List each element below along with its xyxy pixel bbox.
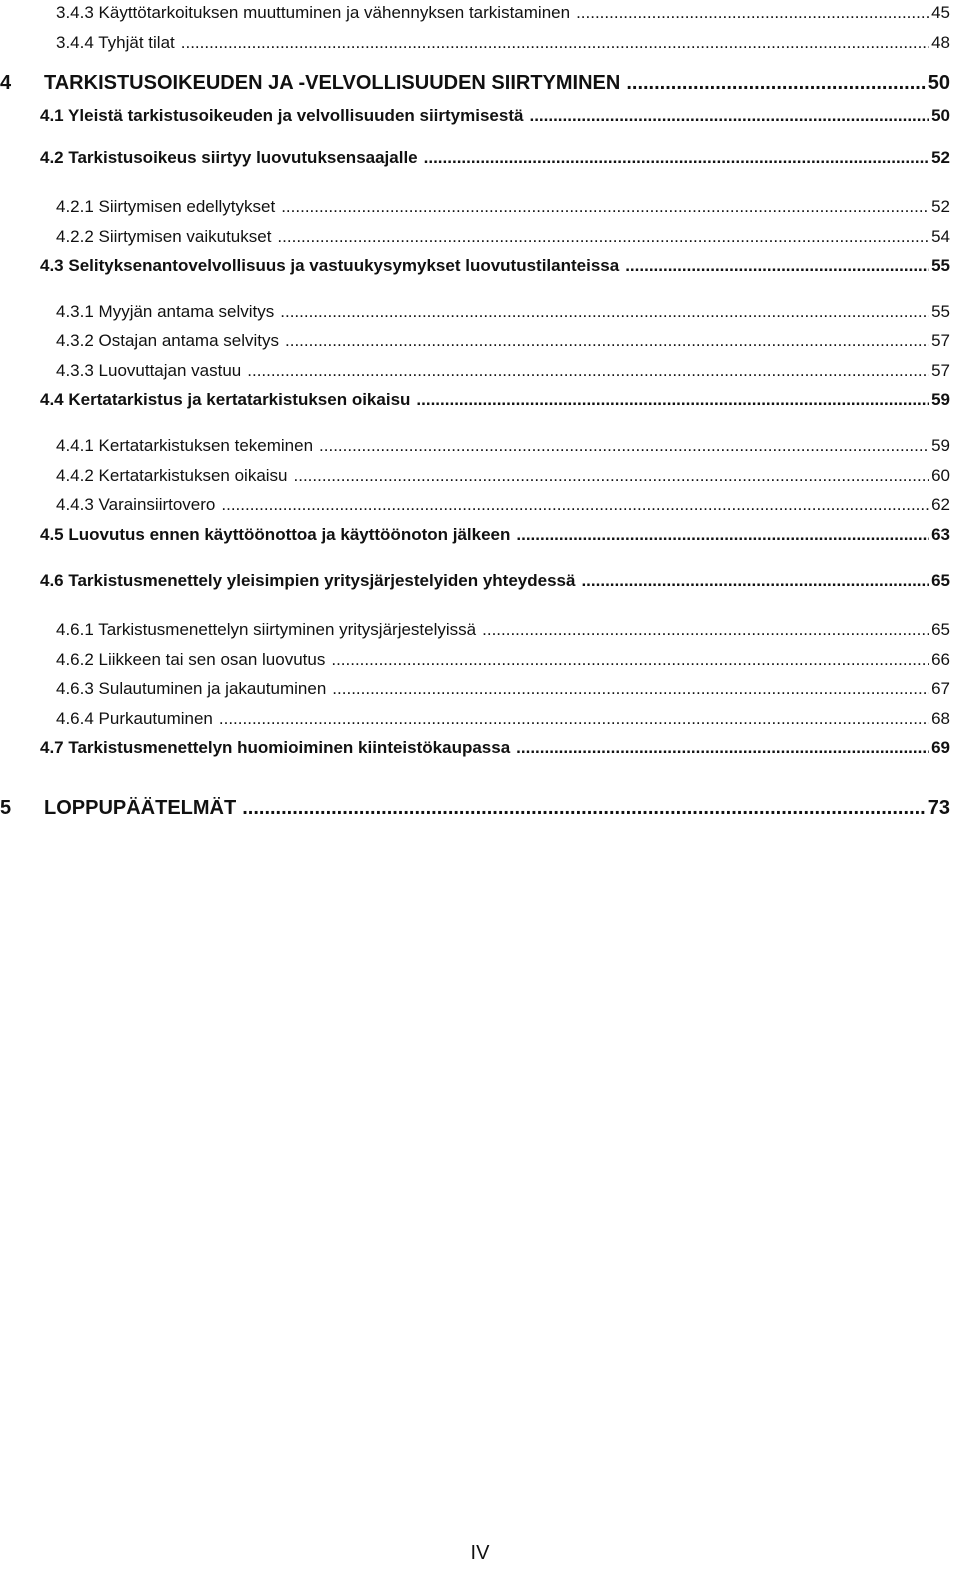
toc-entry-page: 59 bbox=[931, 436, 950, 455]
toc-chapter-page: 50 bbox=[927, 72, 950, 94]
toc-section-label: 4.6 Tarkistusmenettely yleisimpien yritysjärjestelyiden yhteydessä bbox=[40, 571, 576, 590]
toc-section-page: 59 bbox=[931, 390, 950, 409]
toc-section-label: 4.1 Yleistä tarkistusoikeuden ja velvollisuuden siirtymisestä bbox=[40, 106, 524, 125]
dot-leader bbox=[219, 709, 929, 729]
dot-leader bbox=[294, 466, 930, 486]
toc-entry-page: 66 bbox=[931, 650, 950, 669]
dot-leader bbox=[242, 797, 926, 820]
toc-entry[interactable] bbox=[56, 331, 950, 351]
toc-entry-label: 4.4.3 Varainsiirtovero bbox=[56, 495, 216, 514]
toc-entry-label: 4.6.1 Tarkistusmenettelyn siirtyminen yritysjärjestelyissä bbox=[56, 620, 477, 639]
page-number: IV bbox=[470, 1542, 490, 1564]
toc-entry-label: 4.6.2 Liikkeen tai sen osan luovutus bbox=[56, 650, 326, 669]
dot-leader bbox=[331, 650, 929, 670]
dot-leader bbox=[516, 738, 929, 758]
dot-leader bbox=[319, 436, 929, 456]
dot-leader bbox=[247, 361, 929, 381]
toc-entry[interactable] bbox=[56, 227, 950, 247]
toc-section-page: 52 bbox=[931, 148, 950, 167]
toc-section-page: 63 bbox=[931, 525, 950, 544]
toc-section[interactable] bbox=[40, 148, 950, 168]
dot-leader bbox=[221, 495, 929, 515]
toc-entry-page: 67 bbox=[931, 679, 950, 698]
toc-entry-page: 62 bbox=[931, 495, 950, 514]
toc-entry[interactable] bbox=[56, 302, 950, 322]
toc-entry[interactable] bbox=[56, 361, 950, 381]
toc-entry-page: 60 bbox=[931, 466, 950, 485]
toc-entry-page: 65 bbox=[931, 620, 950, 639]
toc-entry[interactable] bbox=[56, 709, 950, 729]
dot-leader bbox=[424, 148, 929, 168]
toc-entry-page: 54 bbox=[931, 227, 950, 246]
toc-section[interactable] bbox=[40, 256, 950, 276]
toc-entry-label: 4.6.4 Purkautuminen bbox=[56, 709, 213, 728]
dot-leader bbox=[280, 302, 929, 322]
toc-entry[interactable] bbox=[56, 436, 950, 456]
toc-section-page: 55 bbox=[931, 256, 950, 275]
dot-leader bbox=[181, 33, 929, 53]
toc-entry-label: 4.3.3 Luovuttajan vastuu bbox=[56, 361, 242, 380]
toc-entry-label: 4.2.2 Siirtymisen vaikutukset bbox=[56, 227, 272, 246]
toc-entry-page: 57 bbox=[931, 331, 950, 350]
toc-entry-page: 57 bbox=[931, 361, 950, 380]
toc-entry[interactable] bbox=[56, 3, 950, 23]
toc-section-page: 50 bbox=[931, 106, 950, 125]
toc-section-label: 4.4 Kertatarkistus ja kertatarkistuksen oikaisu bbox=[40, 390, 411, 409]
toc-entry-page: 52 bbox=[931, 197, 950, 216]
toc-section-label: 4.5 Luovutus ennen käyttöönottoa ja käyttöönoton jälkeen bbox=[40, 525, 511, 544]
dot-leader bbox=[516, 525, 929, 545]
toc-entry[interactable] bbox=[56, 650, 950, 670]
toc-entry[interactable] bbox=[56, 495, 950, 515]
toc-entry[interactable] bbox=[56, 679, 950, 699]
toc-section[interactable] bbox=[40, 571, 950, 591]
toc-entry-label: 4.4.1 Kertatarkistuksen tekeminen bbox=[56, 436, 314, 455]
toc-section[interactable] bbox=[40, 738, 950, 758]
toc-section[interactable] bbox=[40, 106, 950, 126]
toc-chapter-number: 5 bbox=[0, 797, 12, 819]
toc-section-label: 4.2 Tarkistusoikeus siirtyy luovutuksensaajalle bbox=[40, 148, 418, 167]
toc-chapter[interactable] bbox=[0, 72, 950, 95]
toc-entry[interactable] bbox=[56, 197, 950, 217]
toc-entry-page: 55 bbox=[931, 302, 950, 321]
dot-leader bbox=[581, 571, 929, 591]
toc-chapter[interactable] bbox=[0, 797, 950, 820]
toc-entry-page: 68 bbox=[931, 709, 950, 728]
dot-leader bbox=[285, 331, 929, 351]
toc-entry-page: 45 bbox=[931, 3, 950, 22]
toc-section-page: 69 bbox=[931, 738, 950, 757]
toc-entry-label: 3.4.3 Käyttötarkoituksen muuttuminen ja vähennyksen tarkistaminen bbox=[56, 3, 571, 22]
toc-entry[interactable] bbox=[56, 620, 950, 640]
toc-entry-label: 4.2.1 Siirtymisen edellytykset bbox=[56, 197, 276, 216]
dot-leader bbox=[625, 256, 929, 276]
toc-chapter-label: TARKISTUSOIKEUDEN JA -VELVOLLISUUDEN SIIRTYMINEN bbox=[44, 72, 621, 94]
toc-entry-label: 4.3.1 Myyjän antama selvitys bbox=[56, 302, 275, 321]
toc-chapter-page: 73 bbox=[927, 797, 950, 819]
toc-section-page: 65 bbox=[931, 571, 950, 590]
dot-leader bbox=[281, 197, 929, 217]
dot-leader bbox=[529, 106, 929, 126]
toc-entry[interactable] bbox=[56, 466, 950, 486]
dot-leader bbox=[626, 72, 925, 95]
toc-entry[interactable] bbox=[56, 33, 950, 53]
toc-entry-page: 48 bbox=[931, 33, 950, 52]
toc-chapter-number: 4 bbox=[0, 72, 12, 94]
toc-section-label: 4.7 Tarkistusmenettelyn huomioiminen kiinteistökaupassa bbox=[40, 738, 511, 757]
dot-leader bbox=[576, 3, 929, 23]
toc-entry-label: 4.3.2 Ostajan antama selvitys bbox=[56, 331, 280, 350]
toc-chapter-label: LOPPUPÄÄTELMÄT bbox=[44, 797, 237, 819]
toc-section[interactable] bbox=[40, 525, 950, 545]
toc-entry-label: 3.4.4 Tyhjät tilat bbox=[56, 33, 175, 52]
dot-leader bbox=[416, 390, 929, 410]
toc-entry-label: 4.6.3 Sulautuminen ja jakautuminen bbox=[56, 679, 327, 698]
dot-leader bbox=[482, 620, 929, 640]
toc-entry-label: 4.4.2 Kertatarkistuksen oikaisu bbox=[56, 466, 288, 485]
toc-section[interactable] bbox=[40, 390, 950, 410]
toc-section-label: 4.3 Selityksenantovelvollisuus ja vastuukysymykset luovutustilanteissa bbox=[40, 256, 620, 275]
dot-leader bbox=[332, 679, 929, 699]
dot-leader bbox=[277, 227, 929, 247]
